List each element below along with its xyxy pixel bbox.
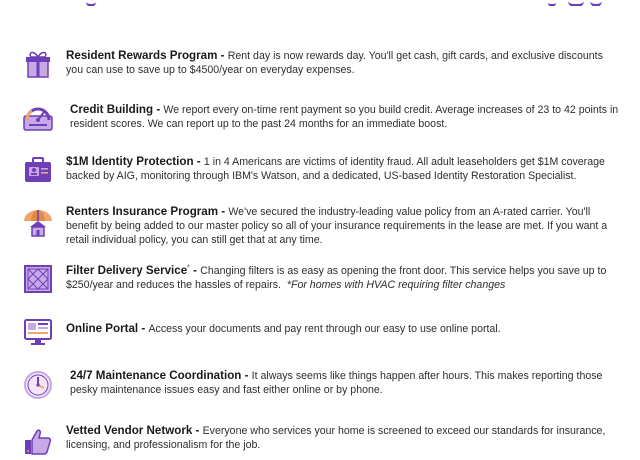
benefit-description: Rent day is now rewards day. You'll get cash, gift cards, and exclusive discounts you can use to save up to $4500/year on everyday expenses. [66, 50, 603, 76]
title-separator: - [217, 49, 228, 62]
benefit-title: $1M Identity Protection [66, 155, 194, 168]
benefit-description: Everyone who services your home is screened to exceed our standards for insurance, licensing, and professionalism for the job. [66, 425, 606, 451]
benefit-title: Filter Delivery Service [66, 264, 188, 277]
benefit-description: We report every on-time rent payment so you build credit. Average increases of 23 to 42 points in resident scores. We can report up to the past 24 months for an immediate boost. [70, 104, 619, 130]
gift-icon [22, 48, 54, 80]
thumbs-up-icon [22, 426, 54, 458]
footnote-marker: * [187, 264, 190, 272]
benefit-title: 24/7 Maintenance Coordination [70, 369, 242, 382]
benefit-title: Online Portal [66, 322, 139, 335]
benefit-description: Access your documents and pay rent through our easy to use online portal. [148, 323, 501, 335]
clock-icon [22, 369, 54, 401]
cropped-heading-remnant [0, 0, 640, 6]
benefit-description: 1 in 4 Americans are victims of identity fraud. All adult leaseholders get $1M coverage backed by AIG, monitoring through IBM's Watson, and a dedicated, US-based Identity Restoration Specialist. [66, 156, 605, 182]
benefit-title: Resident Rewards Program [66, 49, 218, 62]
title-separator: - [241, 369, 252, 382]
footnote-text: *For homes with HVAC requiring filter changes [286, 279, 506, 291]
title-separator: - [192, 424, 203, 437]
title-separator: - [193, 155, 204, 168]
title-separator: - [218, 205, 229, 218]
title-separator: - [189, 264, 201, 277]
monitor-portal-icon [22, 316, 54, 348]
benefit-title: Vetted Vendor Network [66, 424, 193, 437]
umbrella-house-icon [22, 207, 54, 239]
title-separator: - [138, 322, 149, 335]
title-separator: - [153, 103, 164, 116]
benefit-title: Renters Insurance Program [66, 205, 219, 218]
benefit-description: We've secured the industry-leading value policy from an A-rated carrier. You'll benefit by being added to our master policy so all of your insurance requirements in the lease are met. If you want a retail individual policy, you can still get that at any time. [66, 206, 608, 246]
credit-gauge-icon [22, 102, 54, 134]
id-briefcase-icon [22, 154, 54, 186]
benefit-description: Changing filters is as easy as opening the front door. This service helps you save up to $250/year and reduces the hassles of repairs. [66, 265, 607, 291]
benefit-description: It always seems like things happen after hours. This makes reporting those pesky maintenance issues easy and fast either online or by phone. [70, 370, 603, 396]
air-filter-icon [22, 263, 54, 295]
benefit-title: Credit Building [70, 103, 154, 116]
